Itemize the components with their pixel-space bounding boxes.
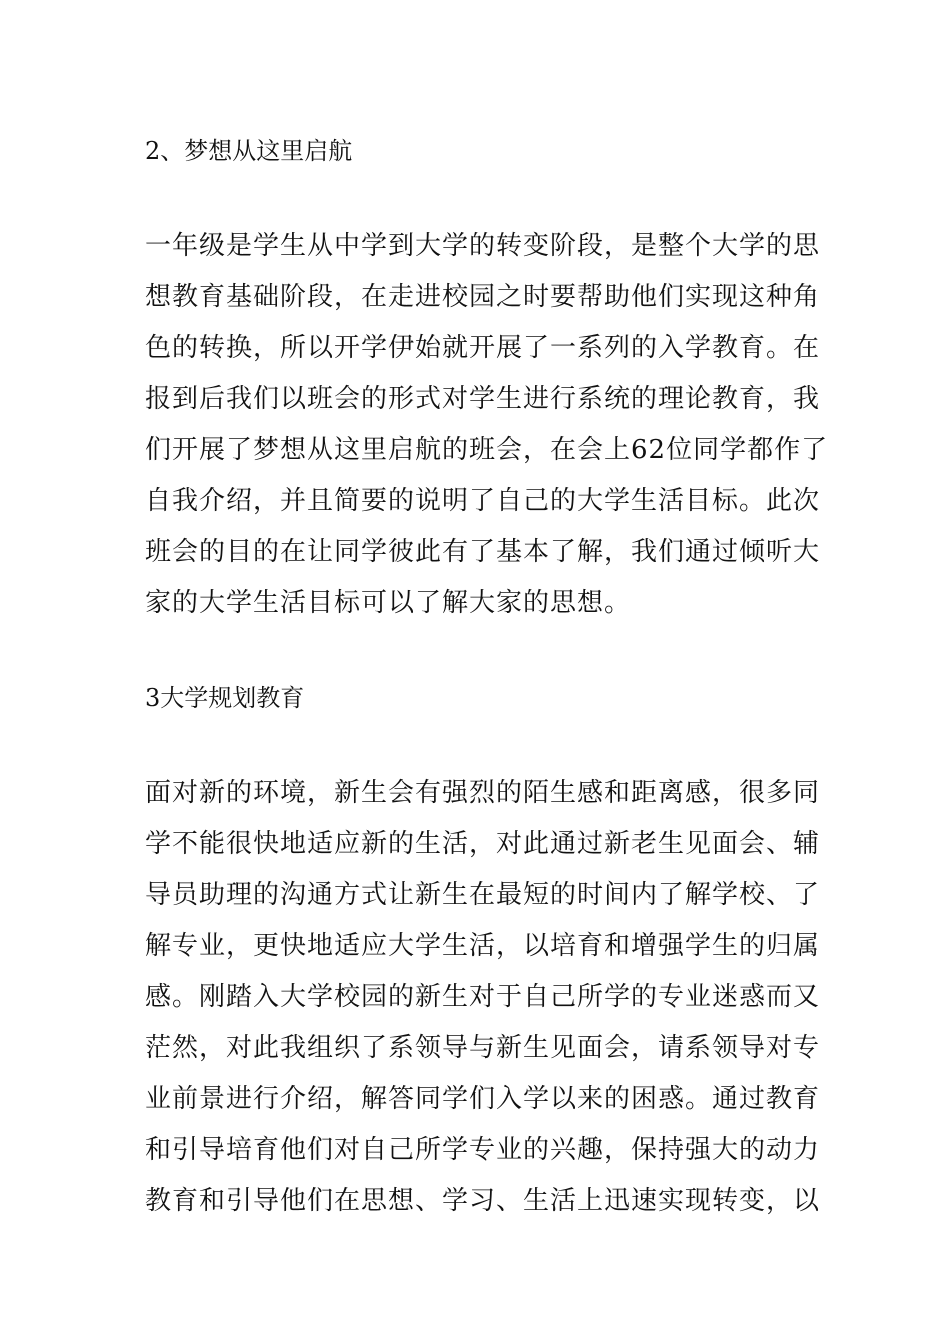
paragraph-line: 学不能很快地适应新的生活，对此通过新老生见面会、辅 [145,829,821,859]
paragraph-line: 家的大学生活目标可以了解大家的思想。 [145,588,632,618]
section-2-paragraph [145,221,829,629]
paragraph-line: 感。刚踏入大学校园的新生对于自己所学的专业迷惑而又 [145,982,821,1012]
paragraph-line: 想教育基础阶段，在走进校园之时要帮助他们实现这种角 [145,282,821,312]
paragraph-line: 导员助理的沟通方式让新生在最短的时间内了解学校、了 [145,880,821,910]
paragraph-line: 报到后我们以班会的形式对学生进行系统的理论教育，我 [145,384,821,414]
paragraph-line: 业前景进行介绍，解答同学们入学以来的困惑。通过教育 [145,1084,821,1114]
paragraph-line: 色的转换，所以开学伊始就开展了一系列的入学教育。在 [145,333,821,363]
paragraph-line: 和引导培育他们对自己所学专业的兴趣，保持强大的动力 [145,1135,821,1165]
section-2-heading: 2、梦想从这里启航 [145,137,353,165]
paragraph-line: 解专业，更快地适应大学生活，以培育和增强学生的归属 [145,931,821,961]
paragraph-line: 教育和引导他们在思想、学习、生活上迅速实现转变，以 [145,1186,821,1216]
section-3-heading: 3大学规划教育 [145,684,305,712]
paragraph-line: 茫然，对此我组织了系领导与新生见面会，请系领导对专 [145,1033,821,1063]
paragraph-line: 一年级是学生从中学到大学的转变阶段，是整个大学的思 [145,231,821,261]
paragraph-line: 班会的目的在让同学彼此有了基本了解，我们通过倾听大 [145,537,821,567]
paragraph-line: 面对新的环境，新生会有强烈的陌生感和距离感，很多同 [145,778,821,808]
paragraph-line: 们开展了梦想从这里启航的班会，在会上62位同学都作了 [145,435,829,465]
paragraph-line: 自我介绍，并且简要的说明了自己的大学生活目标。此次 [145,486,821,516]
section-3-paragraph [145,768,821,1227]
